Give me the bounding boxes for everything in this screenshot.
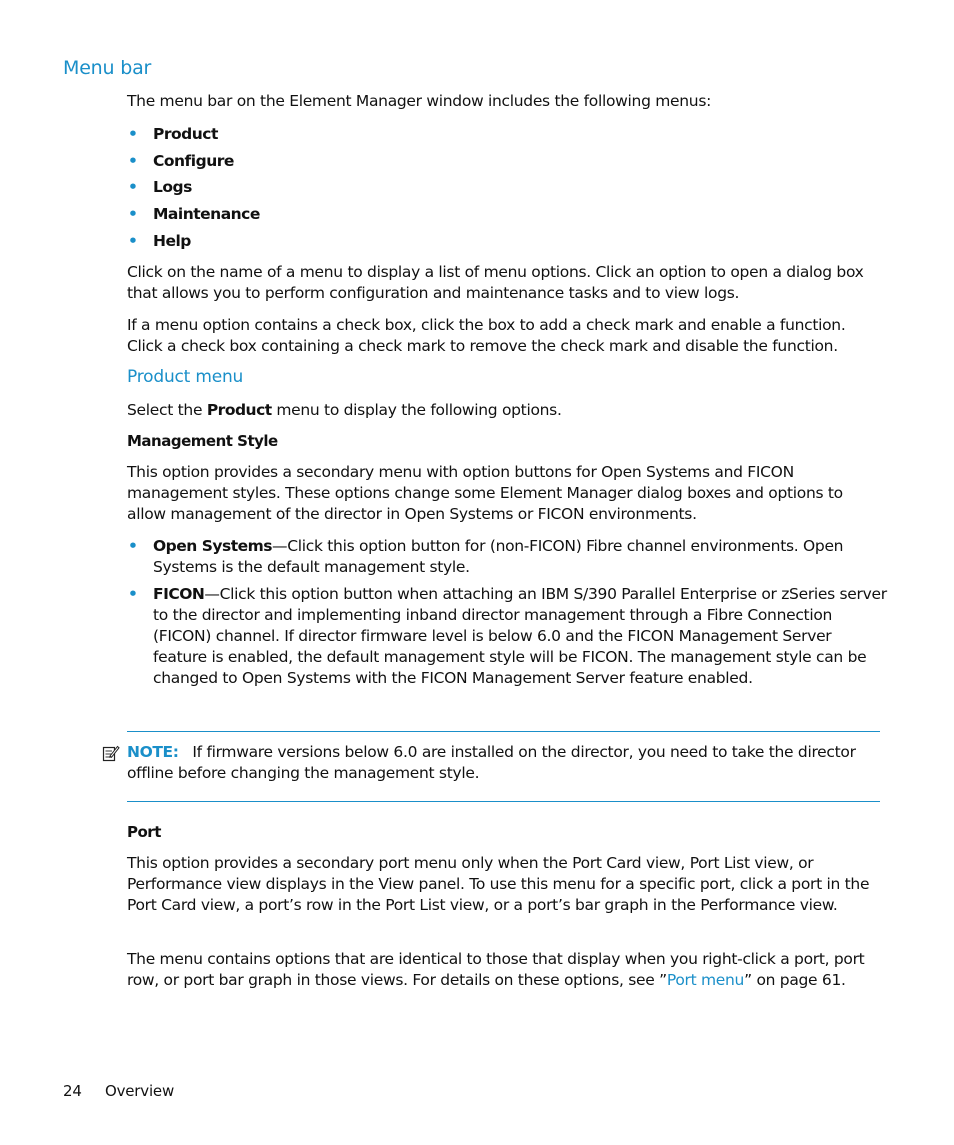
note-pencil-icon: [102, 744, 120, 762]
bullet-dot-icon: •: [128, 231, 138, 250]
product-menu-intro: [127, 400, 877, 421]
bullet-dot-icon: •: [128, 205, 138, 224]
menu-list: [127, 124, 887, 252]
option-desc-open-systems: —Click this option button for (non-FICON) Fibre channel environments. Open Systems is the default management style.: [153, 537, 844, 576]
note-label: NOTE:: [127, 743, 179, 761]
option-heading-port: Port: [127, 823, 161, 841]
note-top-rule: [127, 731, 880, 732]
management-style-paragraph: This option provides a secondary menu with option buttons for Open Systems and FICON management styles. These options change some Element Manager dialog boxes and options to allow management of the director in Open Systems or FICON environments.: [127, 463, 843, 523]
list-item: [127, 177, 887, 198]
menu-name-product: Product: [153, 125, 218, 143]
product-menu-intro-post: menu to display the following options.: [271, 401, 562, 419]
port-paragraph-1: This option provides a secondary port menu only when the Port Card view, Port List view, or Performance view displays in the View panel. To use this menu for a specific port, click a port in the Port Card view, a port’s row in the Port List view, or a port’s bar graph in the Performance view.: [127, 854, 870, 914]
menu-bar-intro: The menu bar on the Element Manager window includes the following menus:: [127, 92, 712, 110]
port-menu-link[interactable]: Port menu: [666, 971, 745, 989]
list-item: [127, 124, 887, 145]
footer-section-name: Overview: [105, 1082, 175, 1100]
list-item: [127, 584, 887, 689]
menu-name-configure: Configure: [153, 151, 234, 170]
option-heading-management-style: Management Style: [127, 432, 278, 450]
bullet-dot-icon: •: [128, 585, 138, 603]
option-desc-ficon: —Click this option button when attaching an IBM S/390 Parallel Enterprise or zSeries server to the director and implementing inband director management through a Fibre Connection (FICON) channel. If director firmware level is below 6.0 and the FICON Management Server feature is enabled, the default management style will be FICON. The management style can be changed to Open Systems with the FICON Management Server feature enabled.: [153, 585, 887, 687]
page-number: 24: [63, 1082, 82, 1100]
option-term-open-systems: Open Systems: [153, 537, 273, 555]
menu-name-logs: Logs: [153, 178, 192, 197]
list-item: [127, 204, 887, 225]
bullet-dot-icon: •: [128, 125, 138, 143]
note-body: If firmware versions below 6.0 are installed on the director, you need to take the director offline before changing the management style.: [127, 743, 856, 782]
bullet-dot-icon: •: [128, 537, 138, 555]
subsection-heading-product-menu: Product menu: [127, 367, 244, 387]
note-bottom-rule: [127, 801, 880, 802]
section-heading-menu-bar: Menu bar: [63, 57, 152, 79]
product-menu-intro-bold: Product: [206, 401, 272, 419]
product-menu-intro-pre: Select the: [127, 401, 207, 419]
list-item: [127, 536, 887, 578]
port-paragraph-2-post: ” on page 61.: [744, 971, 846, 989]
management-style-options-list: [127, 536, 887, 689]
note-text: [102, 742, 872, 784]
list-item: [127, 231, 887, 252]
menu-name-help: Help: [153, 231, 191, 250]
option-term-ficon: FICON: [153, 585, 205, 603]
port-paragraph-2: [127, 949, 877, 991]
note-block: [102, 742, 872, 784]
bullet-dot-icon: •: [128, 151, 138, 170]
list-item: [127, 151, 887, 172]
menu-bar-paragraph-1: Click on the name of a menu to display a list of menu options. Click an option to open a dialog box that allows you to perform configuration and maintenance tasks and to view logs.: [127, 263, 864, 302]
menu-name-maintenance: Maintenance: [153, 205, 260, 224]
menu-bar-paragraph-2: If a menu option contains a check box, click the box to add a check mark and enable a function. Click a check box containing a check mark to remove the check mark and disable the function.: [127, 316, 846, 355]
bullet-dot-icon: •: [128, 178, 138, 197]
page-footer: [63, 1082, 174, 1100]
port-paragraph-2-pre: The menu contains options that are identical to those that display when you right-click a port, port row, or port bar graph in those views. For details on these options, see ”: [127, 950, 865, 989]
